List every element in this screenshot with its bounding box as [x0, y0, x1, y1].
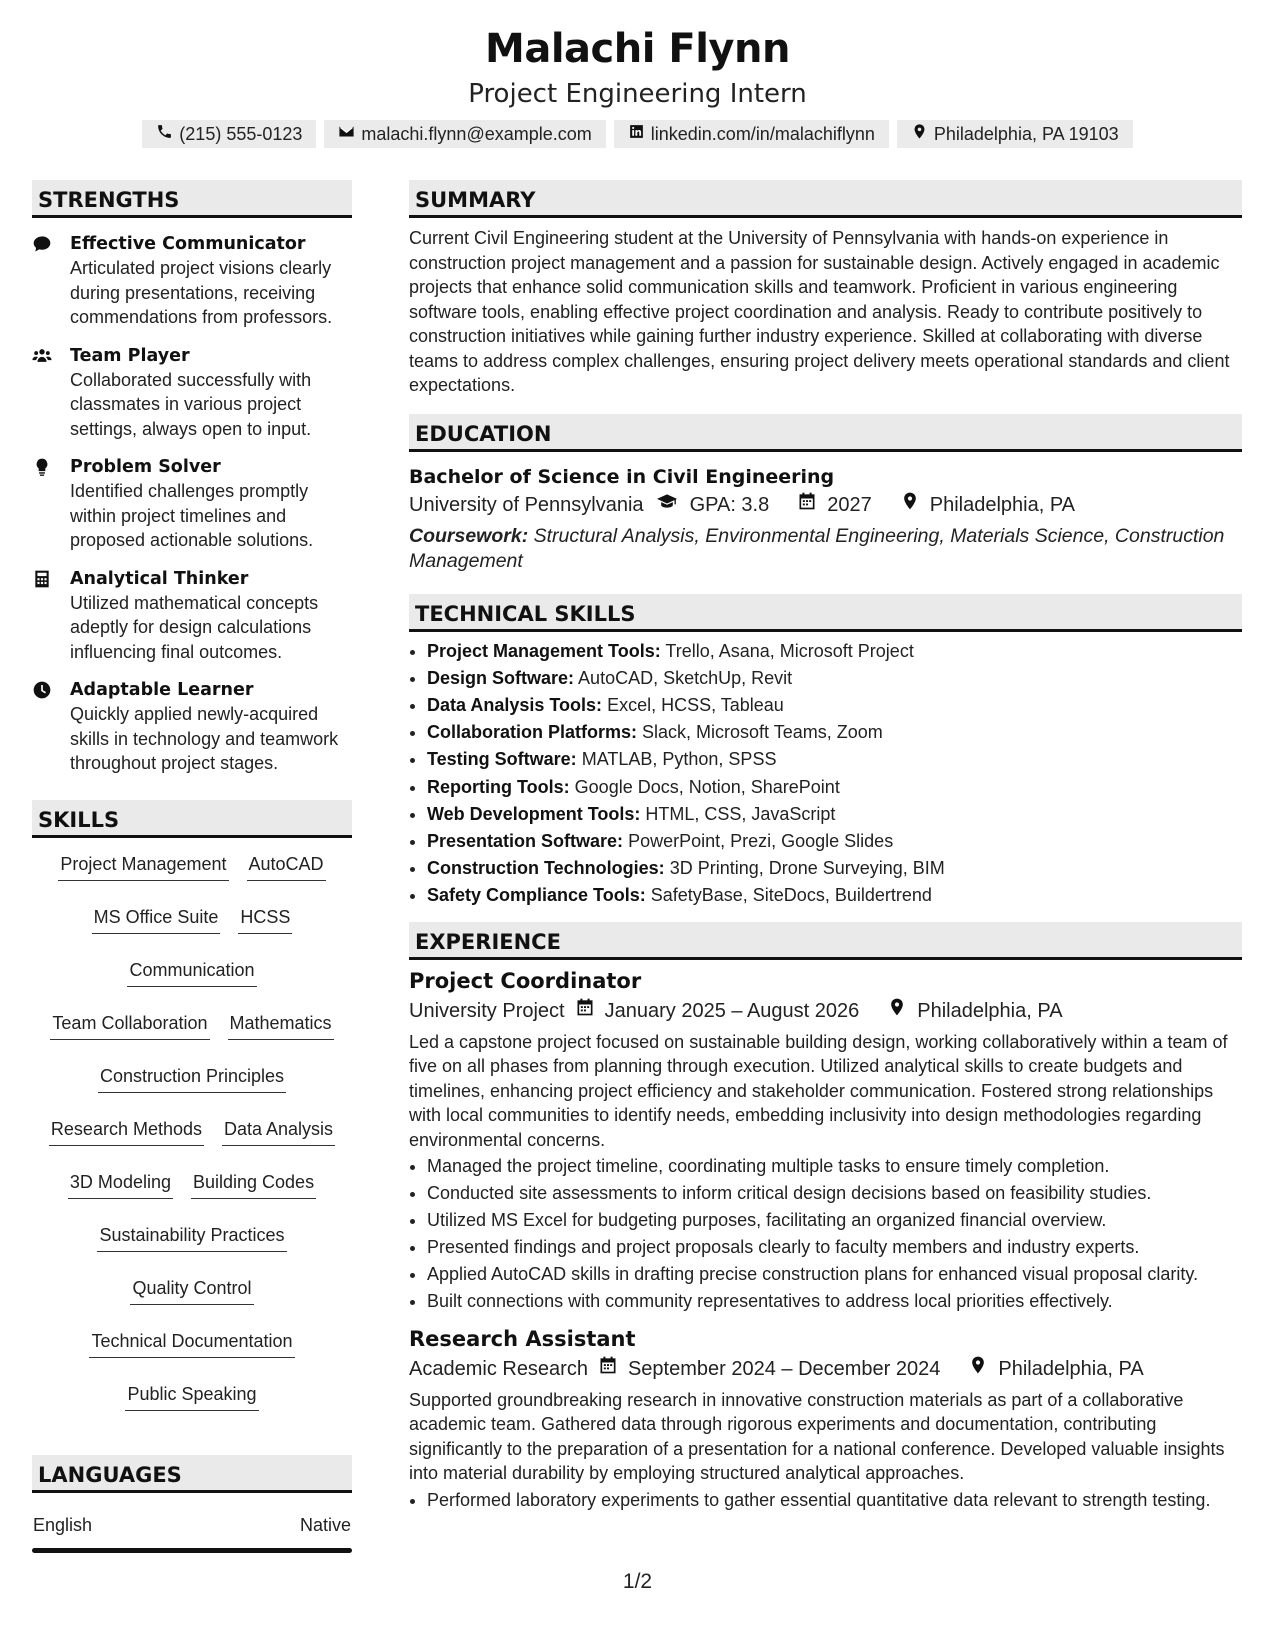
job-dates: January 2025 – August 2026 — [604, 999, 860, 1022]
skill-tag: Public Speaking — [125, 1382, 258, 1411]
strength-title: Analytical Thinker — [70, 568, 249, 589]
phone-text: (215) 555-0123 — [179, 124, 303, 144]
language-name: English — [33, 1514, 93, 1535]
list-item: • Design Software: AutoCAD, SketchUp, Revit — [427, 665, 1242, 692]
job-organization: University Project — [409, 999, 565, 1022]
job-bullets — [409, 1154, 1242, 1314]
strength-title: Team Player — [70, 345, 190, 366]
strength-item — [32, 567, 352, 665]
map-pin-icon — [900, 490, 920, 520]
education-meta — [409, 490, 1242, 520]
strength-title: Effective Communicator — [70, 234, 306, 254]
strength-description: Quickly applied newly-acquired skills in technology and teamwork throughout project stages. — [70, 704, 339, 773]
skill-tag: Building Codes — [191, 1170, 316, 1199]
strength-item — [32, 344, 352, 442]
skill-tag: Mathematics — [228, 1011, 334, 1040]
education-heading: EDUCATION — [409, 414, 1242, 452]
skill-tag: 3D Modeling — [68, 1170, 173, 1199]
list-item: • Presented findings and project proposals clearly to faculty members and industry experts. — [427, 1235, 1242, 1260]
list-item: • Performed laboratory experiments to gather essential quantitative data relevant to strength testing. — [427, 1488, 1242, 1513]
job-title: Project Coordinator — [409, 968, 642, 993]
contact-bar — [0, 120, 1275, 148]
summary-text: Current Civil Engineering student at the University of Pennsylvania with hands-on experience in construction project management and a passion for sustainable design. Actively engaged in academic projects that enhance solid communication skills and teamwork. Proficient in various engineering software tools, enabling effective project coordination and analysis. Ready to contribute positively to construction initiatives while gaining further industry experience. Skilled at collaborating with diverse teams to address complex challenges, ensuring project delivery meets operational standards and client expectations. — [409, 228, 1230, 395]
skill-tag: Quality Control — [130, 1276, 253, 1305]
users-icon — [32, 344, 58, 442]
contact-linkedin[interactable] — [614, 120, 889, 148]
map-pin-icon — [911, 120, 928, 148]
technical-skills-heading: TECHNICAL SKILLS — [409, 594, 1242, 632]
language-level-bar — [32, 1548, 352, 1553]
skill-tag: MS Office Suite — [92, 905, 221, 934]
contact-location — [897, 120, 1133, 148]
candidate-name: Malachi Flynn — [485, 26, 790, 72]
candidate-title: Project Engineering Intern — [468, 79, 807, 109]
graduation-year: 2027 — [827, 493, 872, 516]
language-row — [32, 1515, 352, 1536]
linkedin-icon — [628, 120, 645, 148]
skill-tag: Project Management — [58, 852, 228, 881]
skill-tag: Construction Principles — [98, 1064, 286, 1093]
strength-title: Adaptable Learner — [70, 680, 254, 700]
job-location: Philadelphia, PA — [917, 999, 1063, 1022]
job-bullets — [409, 1488, 1242, 1513]
strength-item — [32, 455, 352, 553]
list-item: • Presentation Software: PowerPoint, Prezi, Google Slides — [427, 828, 1242, 855]
calendar-icon — [797, 490, 817, 520]
left-column — [32, 180, 352, 1553]
summary-heading: SUMMARY — [409, 180, 1242, 218]
map-pin-icon — [887, 996, 907, 1026]
school-name: University of Pennsylvania — [409, 493, 644, 516]
list-item: • Safety Compliance Tools: SafetyBase, SiteDocs, Buildertrend — [427, 882, 1242, 909]
strength-description: Utilized mathematical concepts adeptly for design calculations influencing final outcomes. — [70, 592, 319, 662]
list-item: • Reporting Tools: Google Docs, Notion, SharePoint — [427, 774, 1242, 801]
coursework-list: Structural Analysis, Environmental Engineering, Materials Science, Construction Management — [409, 524, 1225, 572]
list-item: • Utilized MS Excel for budgeting purposes, facilitating an organized financial overview. — [427, 1208, 1242, 1233]
contact-phone[interactable] — [142, 120, 316, 148]
gpa: GPA: 3.8 — [689, 493, 770, 516]
skill-tag: Data Analysis — [222, 1117, 335, 1146]
coursework-label: Coursework: — [409, 524, 529, 547]
email-text: malachi.flynn@example.com — [361, 124, 592, 144]
education-location: Philadelphia, PA — [929, 493, 1076, 516]
skills-list — [32, 852, 352, 1411]
skill-tag: HCSS — [238, 905, 292, 934]
language-level: Native — [299, 1514, 351, 1535]
page-number: 1/2 — [622, 1570, 653, 1593]
list-item: • Project Management Tools: Trello, Asana, Microsoft Project — [427, 638, 1242, 665]
graduation-cap-icon — [654, 490, 680, 520]
linkedin-text: linkedin.com/in/malachiflynn — [650, 124, 875, 144]
job-meta — [409, 1354, 1242, 1384]
languages-heading: LANGUAGES — [32, 1455, 352, 1493]
strength-description: Articulated project visions clearly during presentations, receiving commendations from professors. — [70, 258, 333, 327]
clock-icon — [32, 678, 58, 776]
coursework — [409, 524, 1242, 574]
strengths-heading: STRENGTHS — [32, 180, 352, 218]
list-item: • Collaboration Platforms: Slack, Microsoft Teams, Zoom — [427, 719, 1242, 746]
skill-tag: Technical Documentation — [89, 1329, 294, 1358]
lightbulb-icon — [32, 455, 58, 553]
skills-heading: SKILLS — [32, 800, 352, 838]
resume-header — [0, 22, 1275, 148]
calendar-icon — [575, 996, 595, 1026]
contact-email[interactable] — [324, 120, 605, 148]
strength-description: Collaborated successfully with classmates in various project settings, always open to input. — [70, 369, 312, 439]
list-item: • Applied AutoCAD skills in drafting precise construction plans for enhanced visual proposal clarity. — [427, 1262, 1242, 1287]
speech-bubble-icon — [32, 232, 58, 330]
experience-heading: EXPERIENCE — [409, 922, 1242, 960]
list-item: • Construction Technologies: 3D Printing, Drone Surveying, BIM — [427, 855, 1242, 882]
phone-icon — [156, 120, 173, 148]
calendar-icon — [598, 1354, 618, 1384]
right-column — [409, 180, 1242, 1515]
job-meta — [409, 996, 1242, 1026]
strength-title: Problem Solver — [70, 457, 221, 477]
skill-tag: Sustainability Practices — [97, 1223, 286, 1252]
location-text: Philadelphia, PA 19103 — [933, 124, 1119, 144]
envelope-icon — [338, 120, 355, 148]
job-description: Supported groundbreaking research in innovative construction materials as part of a collaborative academic team. Gathered data through rigorous experiments and documentation, contributing significantly to the preparation of a presentation for a national conference. Developed valuable insights into material durability by employing structured analytical approaches. — [409, 1389, 1225, 1484]
strength-item — [32, 232, 352, 330]
list-item: • Built connections with community representatives to address local priorities effectively. — [427, 1289, 1242, 1314]
list-item: • Conducted site assessments to inform critical design decisions based on feasibility studies. — [427, 1181, 1242, 1206]
skill-tag: Team Collaboration — [50, 1011, 209, 1040]
list-item: • Testing Software: MATLAB, Python, SPSS — [427, 746, 1242, 773]
list-item: • Managed the project timeline, coordinating multiple tasks to ensure timely completion. — [427, 1154, 1242, 1179]
job-title: Research Assistant — [409, 1326, 636, 1351]
skill-tag: AutoCAD — [247, 852, 326, 881]
map-pin-icon — [968, 1354, 988, 1384]
skill-tag: Communication — [127, 958, 256, 987]
strength-description: Identified challenges promptly within project timelines and proposed actionable solutions. — [70, 481, 314, 550]
degree-title: Bachelor of Science in Civil Engineering — [409, 465, 835, 488]
calculator-icon — [32, 567, 58, 665]
job-organization: Academic Research — [409, 1357, 588, 1380]
skill-tag: Research Methods — [49, 1117, 204, 1146]
list-item: • Web Development Tools: HTML, CSS, JavaScript — [427, 801, 1242, 828]
technical-skills-list — [409, 638, 1242, 910]
job-location: Philadelphia, PA — [998, 1357, 1144, 1380]
job-description: Led a capstone project focused on sustainable building design, working collaboratively within a team of five on all phases from planning through execution. Utilized analytical skills to create budgets and timelines, enhancing project efficiency and stakeholder communication. Fostered strong relationships with local communities to identify needs, embedding inclusivity into design methodologies regarding environmental concerns. — [409, 1031, 1228, 1150]
strength-item — [32, 678, 352, 776]
job-dates: September 2024 – December 2024 — [627, 1357, 941, 1380]
list-item: • Data Analysis Tools: Excel, HCSS, Tableau — [427, 692, 1242, 719]
